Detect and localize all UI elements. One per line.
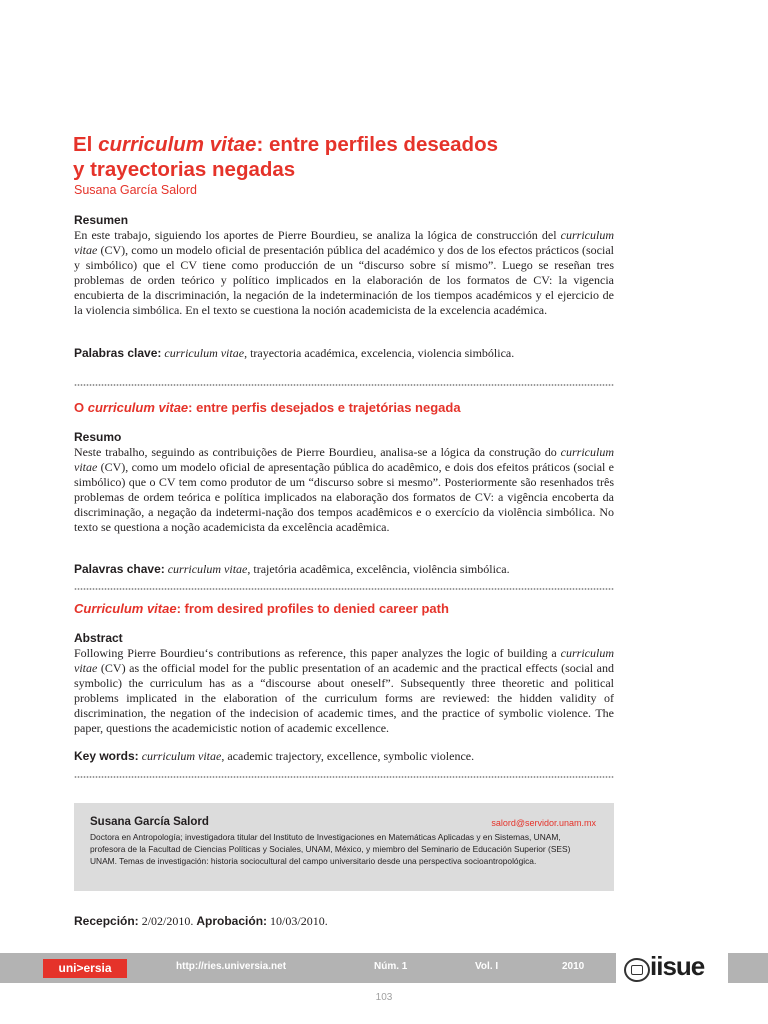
title-italic: curriculum vitae	[98, 133, 257, 156]
iisue-logo: iisue	[650, 951, 705, 981]
portuguese-keywords-label: Palavras chave:	[74, 562, 165, 576]
footer-url[interactable]: http://ries.universia.net	[176, 961, 287, 972]
dotted-divider	[74, 383, 614, 387]
spanish-keywords-label: Palabras clave:	[74, 346, 162, 360]
bio-email-link[interactable]: salord@servidor.unam.mx	[491, 818, 596, 828]
title-prefix: El	[73, 133, 99, 156]
portuguese-abstract-heading: Resumo	[74, 430, 122, 444]
dotted-divider	[74, 775, 614, 779]
spanish-abstract-section	[74, 213, 614, 318]
portuguese-title: O curriculum vitae: entre perfis desejados e trajetórias negada	[74, 400, 461, 415]
footer-year: 2010	[562, 961, 585, 972]
spanish-keywords: Palabras clave: curriculum vitae, trayectoria académica, excelencia, violencia simbólica.	[74, 346, 515, 360]
english-abstract-text: Following Pierre Bourdieu‘s contributions as reference, this paper analyzes the logic of building a curriculum vitae (CV) as the official model for the public presentation of an academic and the practical effects (social and symbolic) the curriculum has as a “discourse about oneself”. Subsequently three theoretic and political problems implicated in the elaboration of the curriculum forms are reviewed: the hidden validity of discrimination, the negation of the indecision of academic times, and the practice of symbolic violence. The paper, questions the academicistic notion of academic excellence.	[74, 646, 614, 735]
article-author: Susana García Salord	[74, 183, 197, 197]
english-abstract-heading: Abstract	[74, 631, 123, 645]
received-date: 2/02/2010.	[141, 914, 194, 928]
footer-issue-number: Núm. 1	[374, 961, 408, 972]
portuguese-abstract-text: Neste trabalho, seguindo as contribuições de Pierre Bourdieu, analisa-se a lógica da construção do curriculum vitae (CV), como um modelo oficial de apresentação pública do acadêmico, e dois dos efeitos práticos (social e simbólico) que o CV tem como produtor de um “discurso sobre si mesmo”. Posteriormente são resenhados três problemas de ordem teórica e política implicados na elaboração dos formatos de CV: a vigência encoberta da discriminação, a negação da indetermi-nação dos tempos acadêmicos e o exercício da violência simbólica. No texto se questiona a noção academicista da excelência acadêmica.	[74, 445, 614, 534]
page-number: 103	[375, 992, 393, 1003]
portuguese-keywords: Palavras chave: curriculum vitae, trajetória acadêmica, excelência, violência simbólica.	[74, 562, 510, 576]
spanish-abstract-heading: Resumen	[74, 213, 129, 227]
dates-line	[74, 914, 328, 929]
approved-label: Aprobación:	[196, 914, 268, 928]
title-line2: y trayectorias negadas	[73, 158, 296, 181]
article-title	[73, 132, 633, 182]
title-line1-rest: : entre perfiles deseados	[256, 133, 498, 156]
english-keywords-label: Key words:	[74, 749, 139, 763]
dotted-divider	[74, 587, 614, 591]
universia-logo: uni>ersia	[43, 959, 127, 978]
portuguese-abstract-section	[74, 430, 614, 535]
english-abstract-section	[74, 631, 614, 736]
footer-volume: Vol. I	[475, 961, 499, 972]
bio-author-name: Susana García Salord	[90, 816, 209, 828]
bio-text: Doctora en Antropología; investigadora titular del Instituto de Investigaciones en Matemáticas Aplicadas y en Sistemas, UNAM, profesora de la Facultad de Ciencias Políticas y Sociales, UNAM, México, y miembro del Seminario de Educación Superior (SES) UNAM. Temas de investigación: historia sociocultural del campo universitario desde una perspectiva socioantropológica.	[90, 832, 571, 866]
received-label: Recepción:	[74, 914, 139, 928]
spanish-abstract-text: En este trabajo, siguiendo los aportes de Pierre Bourdieu, se analiza la lógica de construcción del curriculum vitae (CV), como un modelo oficial de presentación pública del académico y dos de los efectos prácticos (social y simbólico) que el CV tiene como producción de un “discurso sobre sí mismo”. Luego se reseñan tres problemas de orden teórico y político implicados en la elaboración de los formatos de CV: la vigencia encubierta de la discriminación, la negación de la indeterminación de los tiempos académicos y el ejercicio de la violencia simbólica. En el texto se cuestiona la noción academicista de la excelencia académica.	[74, 228, 614, 317]
approved-date: 10/03/2010.	[270, 914, 328, 928]
author-bio-box	[74, 803, 614, 891]
english-keywords: Key words: curriculum vitae, academic trajectory, excellence, symbolic violence.	[74, 749, 475, 763]
english-title: Curriculum vitae: from desired profiles to denied career path	[74, 601, 449, 616]
unam-seal-icon	[624, 958, 650, 982]
